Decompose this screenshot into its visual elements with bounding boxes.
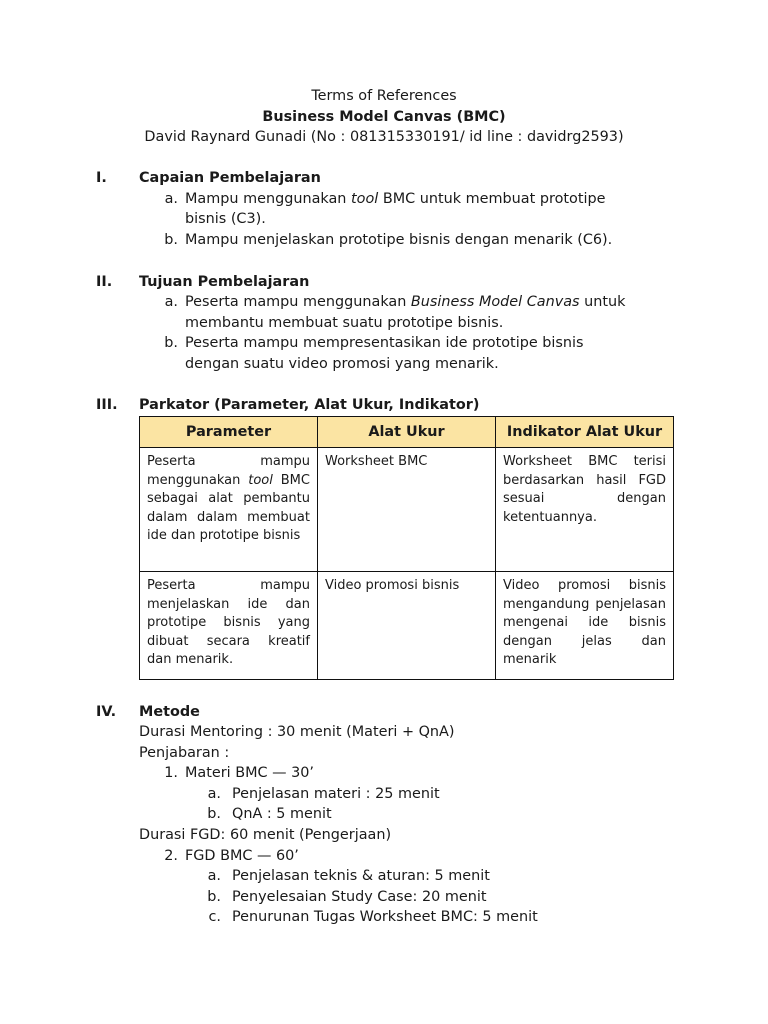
list-item-continuation: bisnis (C3). bbox=[185, 211, 266, 227]
table-row bbox=[140, 448, 674, 572]
list-item: Peserta mampu mempresentasikan ide prototipe bisnis bbox=[185, 335, 584, 351]
list-marker: b. bbox=[207, 889, 221, 905]
list-item: Mampu menjelaskan prototipe bisnis dengan menarik (C6). bbox=[185, 232, 613, 248]
section-heading: Tujuan Pembelajaran bbox=[139, 274, 310, 290]
list-marker: a. bbox=[207, 786, 221, 802]
table-header-row bbox=[140, 417, 674, 448]
section-numeral: IV. bbox=[96, 704, 117, 720]
list-item: Penyelesaian Study Case: 20 menit bbox=[232, 889, 487, 905]
table-cell-parameter: Peserta mampu menggunakan tool BMC sebagai alat pembantu dalam dalam membuat ide dan prototipe bisnis bbox=[140, 448, 318, 572]
list-item: Materi BMC — 30’ bbox=[185, 765, 314, 781]
table-header-cell: Alat Ukur bbox=[318, 417, 496, 448]
section-heading: Metode bbox=[139, 704, 200, 720]
section-heading: Parkator (Parameter, Alat Ukur, Indikator) bbox=[139, 397, 480, 413]
list-marker: a. bbox=[207, 868, 221, 884]
table-cell-indicator: Worksheet BMC terisi berdasarkan hasil FGD sesuai dengan ketentuannya. bbox=[496, 448, 674, 572]
table-cell-parameter: Peserta mampu menjelaskan ide dan prototipe bisnis yang dibuat secara kreatif dan menarik. bbox=[140, 572, 318, 680]
section-numeral: II. bbox=[96, 274, 113, 290]
list-item: Penjelasan teknis & aturan: 5 menit bbox=[232, 868, 490, 884]
penjabaran-label: Penjabaran : bbox=[139, 745, 230, 761]
author-line: David Raynard Gunadi (No : 081315330191/ id line : davidrg2593) bbox=[144, 129, 624, 145]
parkator-table bbox=[139, 416, 674, 680]
table-header-cell: Parameter bbox=[140, 417, 318, 448]
list-marker: a. bbox=[164, 294, 178, 310]
table-row bbox=[140, 572, 674, 680]
list-marker: b. bbox=[164, 232, 178, 248]
table-cell-tool: Video promosi bisnis bbox=[318, 572, 496, 680]
list-item: FGD BMC — 60’ bbox=[185, 848, 299, 864]
section-numeral: I. bbox=[96, 170, 107, 186]
list-item-continuation: membantu membuat suatu prototipe bisnis. bbox=[185, 315, 504, 331]
list-item: QnA : 5 menit bbox=[232, 806, 332, 822]
list-marker: 2. bbox=[164, 848, 178, 864]
list-marker: b. bbox=[207, 806, 221, 822]
list-item: Mampu menggunakan tool BMC untuk membuat prototipe bbox=[185, 191, 606, 207]
list-marker: a. bbox=[164, 191, 178, 207]
table-cell-indicator: Video promosi bisnis mengandung penjelasan mengenai ide bisnis dengan jelas dan menarik bbox=[496, 572, 674, 680]
list-item-continuation: dengan suatu video promosi yang menarik. bbox=[185, 356, 499, 372]
list-marker: b. bbox=[164, 335, 178, 351]
section-heading: Capaian Pembelajaran bbox=[139, 170, 321, 186]
doc-type: Terms of References bbox=[311, 88, 457, 104]
section-numeral: III. bbox=[96, 397, 118, 413]
list-marker: 1. bbox=[164, 765, 178, 781]
list-item: Penurunan Tugas Worksheet BMC: 5 menit bbox=[232, 909, 538, 925]
doc-title: Business Model Canvas (BMC) bbox=[262, 109, 506, 125]
duration-fgd: Durasi FGD: 60 menit (Pengerjaan) bbox=[139, 827, 392, 843]
list-item: Penjelasan materi : 25 menit bbox=[232, 786, 440, 802]
table-cell-tool: Worksheet BMC bbox=[318, 448, 496, 572]
list-item: Peserta mampu menggunakan Business Model Canvas untuk bbox=[185, 294, 626, 310]
table-header-cell: Indikator Alat Ukur bbox=[496, 417, 674, 448]
duration-mentoring: Durasi Mentoring : 30 menit (Materi + QnA) bbox=[139, 724, 455, 740]
list-marker: c. bbox=[208, 909, 221, 925]
